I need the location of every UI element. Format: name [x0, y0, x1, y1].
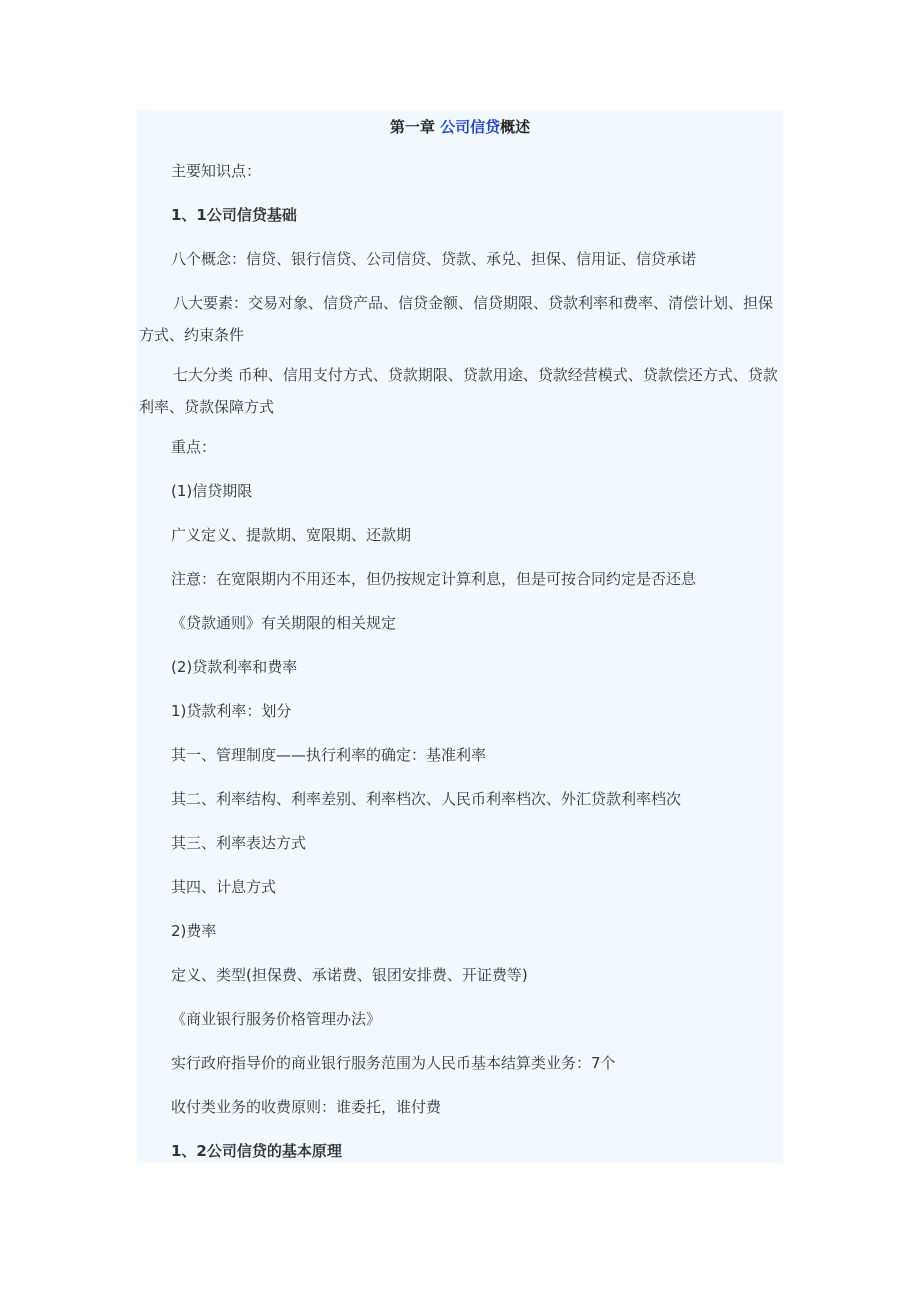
- eight-elements-paragraph: 八大要素：交易对象、信贷产品、信贷金额、信贷期限、贷款利率和费率、清偿计划、担保方式、约束条件: [139, 294, 774, 344]
- loan-rules-paragraph: 《贷款通则》有关期限的相关规定: [171, 614, 397, 632]
- rate-fourth-item: 其四、计息方式: [171, 878, 277, 896]
- fee-definition-paragraph: 定义、类型(担保费、承诺费、银团安排费、开证费等): [171, 966, 528, 984]
- seven-categories-paragraph: 七大分类 币种、信用支付方式、贷款期限、贷款用途、贷款经营模式、贷款偿还方式、贷款利率、贷款保障方式: [139, 366, 778, 416]
- bank-service-rules-paragraph: 《商业银行服务价格管理办法》: [171, 1010, 382, 1028]
- credit-term-heading: (1)信贷期限: [171, 482, 253, 500]
- eight-concepts-paragraph: 八个概念：信贷、银行信贷、公司信贷、贷款、承兑、担保、信用证、信贷承诺: [171, 250, 697, 268]
- main-points-label: 主要知识点：: [171, 162, 262, 180]
- chapter-title-prefix: 第一章: [389, 118, 441, 136]
- document-page: [137, 110, 783, 1163]
- rate-third-item: 其三、利率表达方式: [171, 834, 307, 852]
- chapter-title: [137, 116, 783, 138]
- gov-guided-price-paragraph: 实行政府指导价的商业银行服务范围为人民币基本结算类业务：7个: [171, 1054, 616, 1072]
- rate-and-fee-heading: (2)贷款利率和费率: [171, 658, 298, 676]
- collection-principle-paragraph: 收付类业务的收费原则：谁委托，谁付费: [171, 1098, 442, 1116]
- fee-rate-heading: 2)费率: [171, 922, 217, 940]
- section-heading-1-2: 1、2公司信贷的基本原理: [171, 1142, 342, 1160]
- loan-rate-heading: 1)贷款利率：划分: [171, 702, 292, 720]
- key-points-label: 重点：: [171, 438, 217, 456]
- chapter-title-highlight: 公司信贷: [440, 118, 501, 136]
- term-note-paragraph: 注意：在宽限期内不用还本，但仍按规定计算利息，但是可按合同约定是否还息: [171, 570, 697, 588]
- section-heading-1-1: 1、1公司信贷基础: [171, 206, 297, 224]
- term-definition-paragraph: 广义定义、提款期、宽限期、还款期: [171, 526, 412, 544]
- chapter-title-suffix: 概述: [500, 118, 531, 136]
- rate-second-item: 其二、利率结构、利率差别、利率档次、人民币利率档次、外汇贷款利率档次: [171, 790, 682, 808]
- rate-first-item: 其一、管理制度——执行利率的确定：基准利率: [171, 746, 487, 764]
